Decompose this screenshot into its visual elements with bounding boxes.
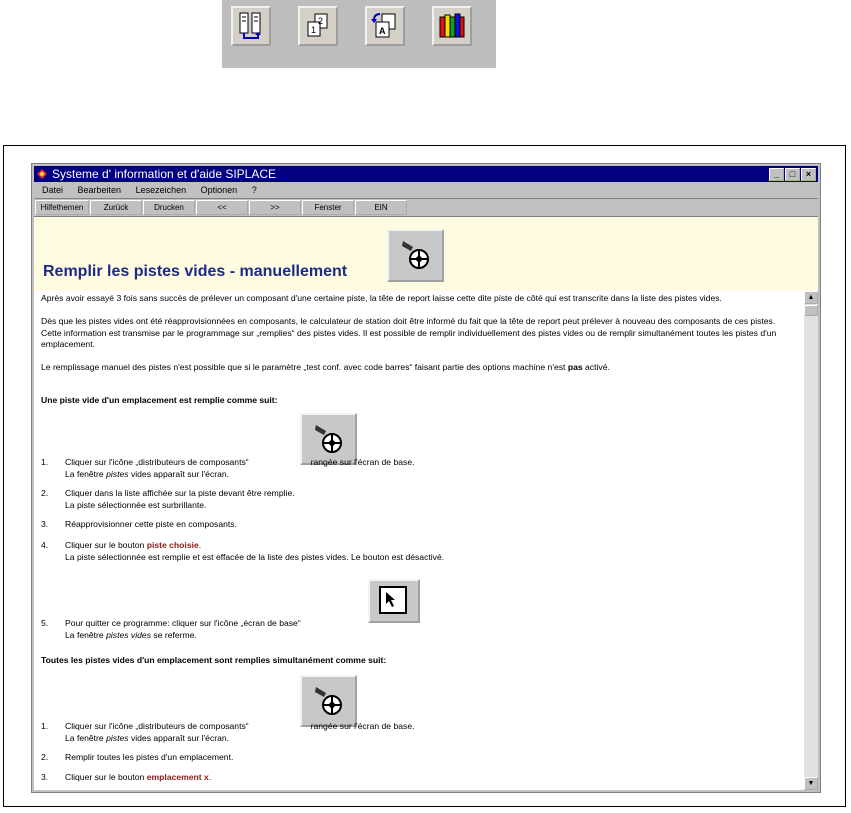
previous-button[interactable]: << [196,200,248,215]
component-feeder-icon [387,229,444,282]
help-window [31,163,821,793]
close-button[interactable]: × [801,168,816,181]
back-button[interactable]: Zurück [90,200,142,215]
menu-bearbeiten[interactable]: Bearbeiten [77,185,122,195]
home-screen-icon[interactable] [368,579,420,623]
vertical-scrollbar[interactable] [804,291,818,790]
icon-toolbar [222,0,496,68]
topic-header [34,216,818,292]
scroll-thumb[interactable] [804,305,818,316]
component-feeder-icon[interactable] [300,675,357,727]
intro-paragraph-2: Dès que les pistes vides ont été réapprovisionnées en composants, le calculateur de station doit être informé du fait que la tête de report peut prélever à nouveau des composants de ces pistes. Cette information est transmise par le programmage sur „remplies“ des pistes vides. Il est possible de remplir individuellement des pistes vides ou de remplir simultanément toutes les pistes d'un emplacement. [41,316,777,349]
intro-paragraph-1: Après avoir essayé 3 fois sans succès de prélever un composant d'une certaine piste, la tête de report laisse cette dite piste de côté qui est transcrite dans la liste des pistes vides. [41,293,722,303]
document-replace-icon[interactable] [365,6,405,46]
svg-text:A: A [379,26,386,36]
nav-bar [34,198,818,216]
maximize-button[interactable]: □ [785,168,800,181]
page-number-icon[interactable] [298,6,338,46]
next-button[interactable]: >> [249,200,301,215]
menu-bar [34,183,818,197]
intro-paragraph-3: Le remplissage manuel des pistes n'est possible que si le paramètre „test conf. avec code barres“ faisant partie des options machine n'est pas activé. [41,362,610,372]
emplacement-x-button[interactable]: emplacement x [146,772,209,782]
column-compare-icon[interactable] [231,6,271,46]
menu-lesezeichen[interactable]: Lesezeichen [135,185,187,195]
print-button[interactable]: Drucken [143,200,195,215]
window-title: Systeme d' information et d'aide SIPLACE [52,167,277,181]
section-1-title: Une piste vide d'un emplacement est remplie comme suit: [41,395,278,405]
help-topics-button[interactable]: Hilfethemen [35,200,89,215]
piste-choisie-button[interactable]: piste choisie [146,540,199,550]
books-icon[interactable] [432,6,472,46]
svg-text:1: 1 [311,25,317,35]
scroll-down-icon[interactable]: ▼ [804,777,818,790]
app-icon [37,169,47,179]
menu-help[interactable]: ? [251,185,257,195]
ein-button[interactable]: EIN [355,200,407,215]
section-2-title: Toutes les pistes vides d'un emplacement sont remplies simultanément comme suit: [41,655,387,665]
menu-optionen[interactable]: Optionen [200,185,238,195]
menu-datei[interactable]: Datei [42,185,64,195]
title-bar [34,166,818,182]
scroll-up-icon[interactable]: ▲ [804,291,818,304]
minimize-button[interactable]: _ [769,168,784,181]
window-button[interactable]: Fenster [302,200,354,215]
svg-text:2: 2 [318,16,324,26]
page-title: Remplir les pistes vides - manuellement [43,263,348,280]
topic-content: Après avoir essayé 3 fois sans succès de prélever un composant d'une certaine piste, la tête de report laisse cette dite piste de côté qui est transcrite dans la liste des pistes vides. Dès que les pistes vides ont été réapprovisionnées en composants, le calculateur de station doit être informé du fait que la tête de report peut prélever à nouveau des composants de ces pistes. Cette information est transmise par le programmage sur „remplies“ des pistes vides. Il est possible de remplir individuellement des pistes vides ou de remplir simultanément toutes les pistes d'un emplacement. Le remplissage manuel des pistes n'est possible que si le paramètre „test conf. avec code barres“ faisant partie des options machine n'est pas activé. Une piste vide d'un emplacement est remplie comme suit: 1. Cliquer sur l'icône „distributeurs de composants“ rangée sur l'écran de base. La fenêtre pistes vides apparaît sur l'écran. 2. Cliquer dans la liste affichée sur la piste devant être remplie. La piste sélectionnée est surbrillante. 3. Réapprovisionner cette piste en composants. 4. Cliquer sur le bouton piste choisie. La piste sélectionnée est remplie et est effacée de la liste des pistes vides. Le bouton est désactivé. 5. Pour quitter ce programme: cliquer sur l'icône „écran de base“ La fenêtre pistes vides se referme. Toutes les pistes vides d'un emplacement sont remplies simultanément comme suit: 1. Cliquer sur l'icône „distributeurs de composants“ rangée sur l'écran de base. La fenêtre pistes vides apparaît sur l'écran. 2. Remplir toutes les pistes d'un emplacement. 3. Cliquer sur le bouton emplacement x. [34,291,804,790]
